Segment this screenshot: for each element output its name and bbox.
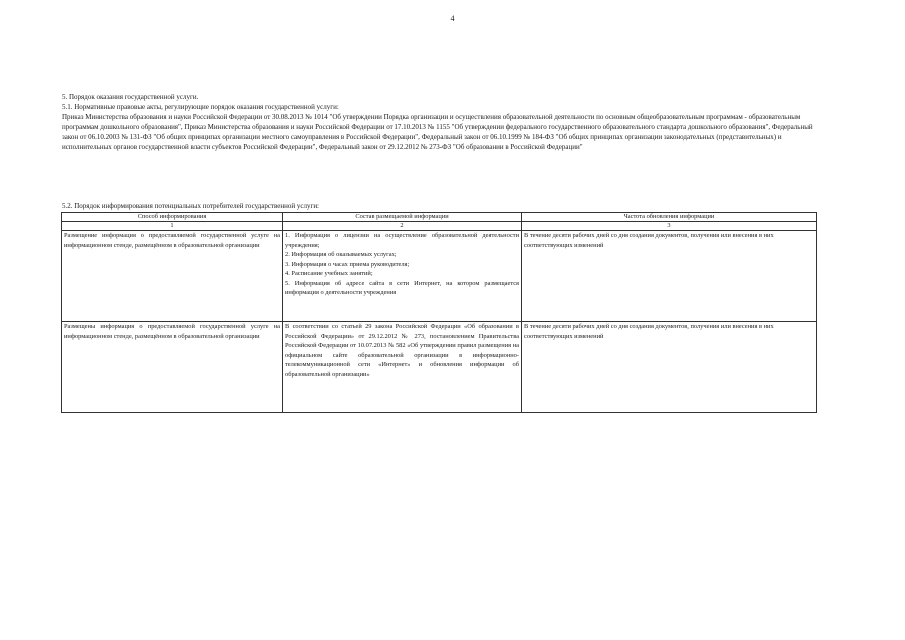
content-line: В соответствии со статьей 29 закона Российской Федерации «Об образовании в Российской Федерации» от 29.12.2012 № 273, постановлением Правительства Российской Федерации от 10.07.2013 № 582 «Об утверждении правил размещения на официальном сайте образовательной организации в информационно-телекоммуникационной сети «Интернет» и обновления информации об образовательной организации»: [285, 323, 519, 378]
content-line: 3. Информация о часах приема руководителя;: [285, 260, 410, 268]
content-line: 5. Информация об адресе сайта в сети Интернет, на котором размещается информация о деятельности учреждения: [285, 279, 519, 296]
cell-frequency: В течение десяти рабочих дней со дня создания документов, получения или внесения в них соответствующих изменений: [522, 322, 817, 413]
cell-content: [283, 322, 522, 413]
header-content: Состав размещаемой информации: [283, 213, 522, 222]
information-table: [61, 212, 817, 413]
content-line: 2. Информация об оказываемых услугах;: [285, 251, 397, 258]
page-number: 4: [450, 14, 455, 23]
header-method: Способ информирования: [62, 213, 283, 222]
regulatory-acts-text: Приказ Министерства образования и науки Российской Федерации от 30.08.2013 № 1014 "Об утверждении Порядка организации и осуществления образовательной деятельности по основным общеобразовательным программам - образовательным программам дошкольного образования", Приказ Министерства образования и науки Российской Федерации от 17.10.2013 № 1155 "Об утверждении федерального государственного образовательного стандарта дошкольного образования", Федеральный закон от 06.10.2003 № 131-ФЗ "Об общих принципах организации местного самоуправления в Российской Федерации", Федеральный закон от 06.10.1999 № 184-ФЗ "Об общих принципах организации законодательных (представительных) и исполнительных органов государственной власти субъектов Российской Федерации", Федеральный закон от 29.12.2012 № 273-ФЗ "Об образовании в Российской Федерации": [62, 113, 813, 151]
table-row: [62, 231, 817, 322]
cell-method: Размещение информация о предоставляемой государственной услуге на информационном стенде, размещённом в образовательной организации: [62, 231, 283, 322]
table-header-row: [62, 213, 817, 222]
column-number: 3: [522, 222, 817, 231]
cell-content: [283, 231, 522, 322]
header-frequency: Частота обновления информации: [522, 213, 817, 222]
column-number: 2: [283, 222, 522, 231]
section-5: [62, 92, 814, 152]
cell-frequency: В течение десяти рабочих дней со дня создания документов, получения или внесения в них соответствующих изменений: [522, 231, 817, 322]
section-5-1-heading: 5.1. Нормативные правовые акты, регулирующие порядок оказания государственной услуги:: [62, 103, 339, 111]
section-5-heading: 5. Порядок оказания государственной услуги.: [62, 93, 199, 101]
column-number-row: [62, 222, 817, 231]
table-row: [62, 322, 817, 413]
column-number: 1: [62, 222, 283, 231]
content-line: 4. Расписание учебных занятий;: [285, 270, 373, 277]
cell-method: Размещены информация о предоставляемой государственной услуге на информационном стенде, размещённом в образовательной организации: [62, 322, 283, 413]
section-5-2-title: 5.2. Порядок информирования потенциальных потребителей государственной услуги:: [62, 202, 320, 210]
content-line: 1. Информация о лицензии на осуществление образовательной деятельности учреждения;: [285, 232, 519, 249]
